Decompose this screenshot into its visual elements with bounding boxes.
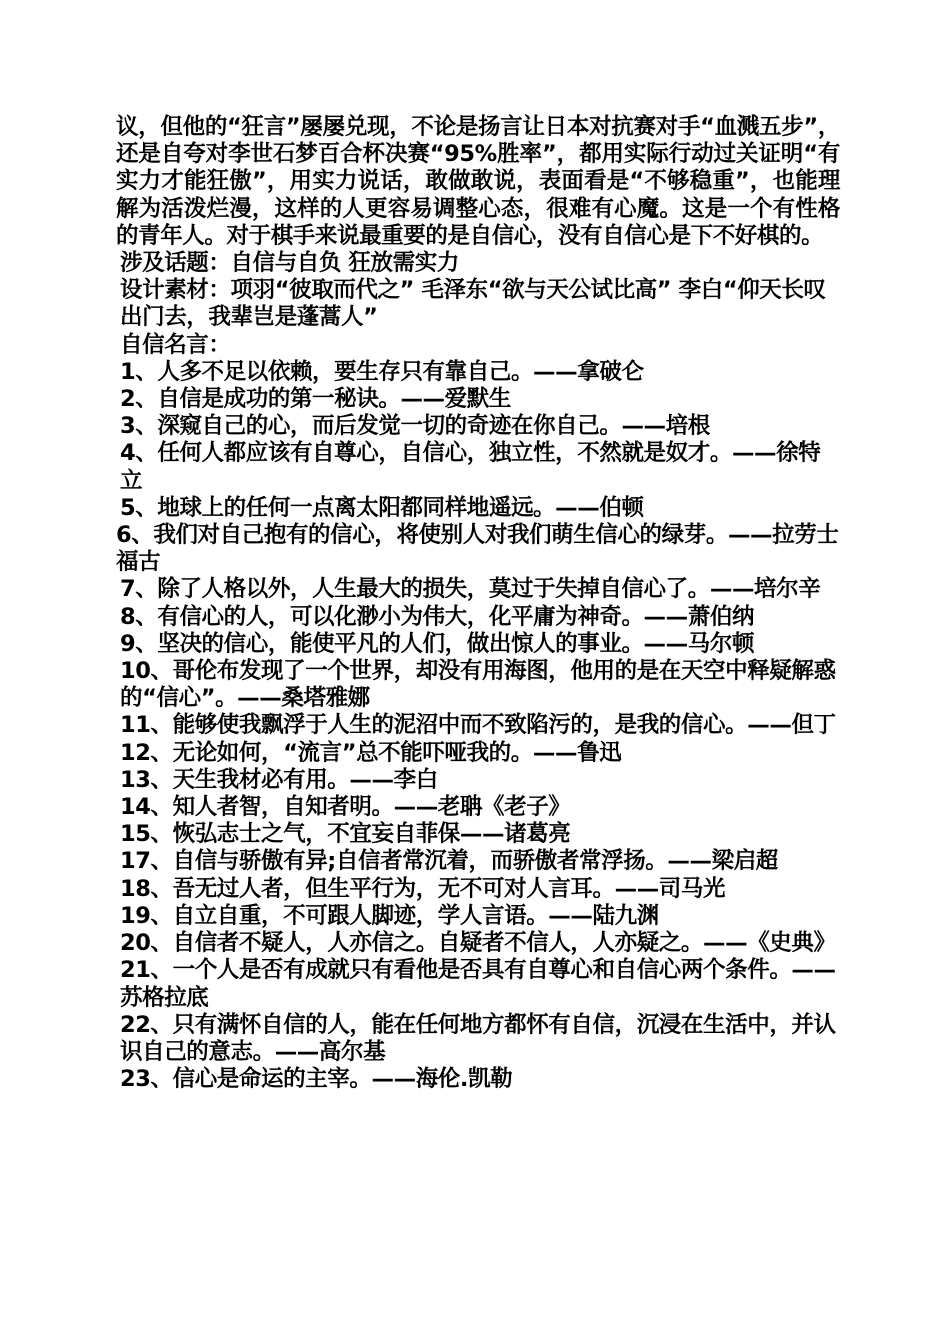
quote-item: 15、恢弘志士之气，不宜妄自菲保——诸葛亮	[120, 821, 571, 848]
quote-item: 5、地球上的任何一点离太阳都同样地遥远。——伯顿	[120, 494, 644, 521]
quote-item: 22、只有满怀自信的人，能在任何地方都怀有自信，沉浸在生活中，并认识自己的意志。——高尔基	[120, 1011, 836, 1065]
quote-item: 21、一个人是否有成就只有看他是否具有自尊心和自信心两个条件。——苏格拉底	[120, 957, 836, 1011]
quote-item: 12、无论如何，“流言”总不能吓哑我的。——鲁迅	[120, 739, 622, 766]
materials-line: 设计素材：项羽“彼取而代之” 毛泽东“欲与天公试比高” 李白“仰天长叹出门去，我辈岂是蓬蒿人”	[120, 277, 826, 331]
quotes-heading: 自信名言：	[120, 331, 231, 358]
quote-item: 18、吾无过人者，但生平行为，无不可对人言耳。——司马光	[120, 875, 726, 902]
quote-item: 8、有信心的人，可以化渺小为伟大，化平庸为神奇。——萧伯纳	[120, 603, 755, 630]
quote-item: 19、自立自重，不可跟人脚迹，学人言语。——陆九渊	[120, 902, 659, 929]
quote-item: 17、自信与骄傲有异;自信者常沉着，而骄傲者常浮扬。——梁启超	[120, 848, 778, 875]
quote-item: 4、任何人都应该有自尊心，自信心，独立性，不然就是奴才。——徐特立	[120, 440, 821, 494]
quote-item: 3、深窥自己的心，而后发觉一切的奇迹在你自己。——培根	[120, 413, 710, 440]
quote-item: 23、信心是命运的主宰。——海伦.凯勒	[120, 1066, 513, 1093]
quote-item: 7、除了人格以外，人生最大的损失，莫过于失掉自信心了。——培尔辛	[120, 576, 821, 603]
quote-item: 9、坚决的信心，能使平凡的人们，做出惊人的事业。——马尔顿	[120, 630, 755, 657]
quote-item: 6、我们对自己抱有的信心，将使别人对我们萌生信心的绿芽。——拉劳士福古	[116, 522, 839, 576]
quote-item: 1、人多不足以依赖，要生存只有靠自己。——拿破仑	[120, 358, 644, 385]
intro-paragraph: 议，但他的“狂言”屡屡兑现，不论是扬言让日本对抗赛对手“血溅五步”，还是自夸对李世石梦百合杯决赛“95%胜率”，都用实际行动过关证明“有实力才能狂傲”，用实力说话，敢做敢说，表面看是“不够稳重”，也能理解为活泼烂漫，这样的人更容易调整心态，很难有心魔。这是一个有性格的青年人。对于棋手来说最重要的是自信心，没有自信心是下不好棋的。	[116, 114, 840, 249]
topics-line: 涉及话题：自信与自负 狂放需实力	[120, 250, 459, 277]
quote-item: 10、哥伦布发现了一个世界，却没有用海图，他用的是在天空中释疑解惑的“信心”。——桑塔雅娜	[120, 658, 836, 712]
quote-item: 13、天生我材必有用。——李白	[120, 766, 438, 793]
quote-item: 11、能够使我飘浮于人生的泥沼中而不致陷污的，是我的信心。——但丁	[120, 712, 836, 739]
quote-item: 14、知人者智，自知者明。——老聃《老子》	[120, 794, 571, 821]
quote-item: 2、自信是成功的第一秘诀。——爱默生	[120, 386, 511, 413]
document-page	[116, 114, 840, 1093]
quote-item: 20、自信者不疑人，人亦信之。自疑者不信人，人亦疑之。——《史典》	[120, 930, 836, 957]
